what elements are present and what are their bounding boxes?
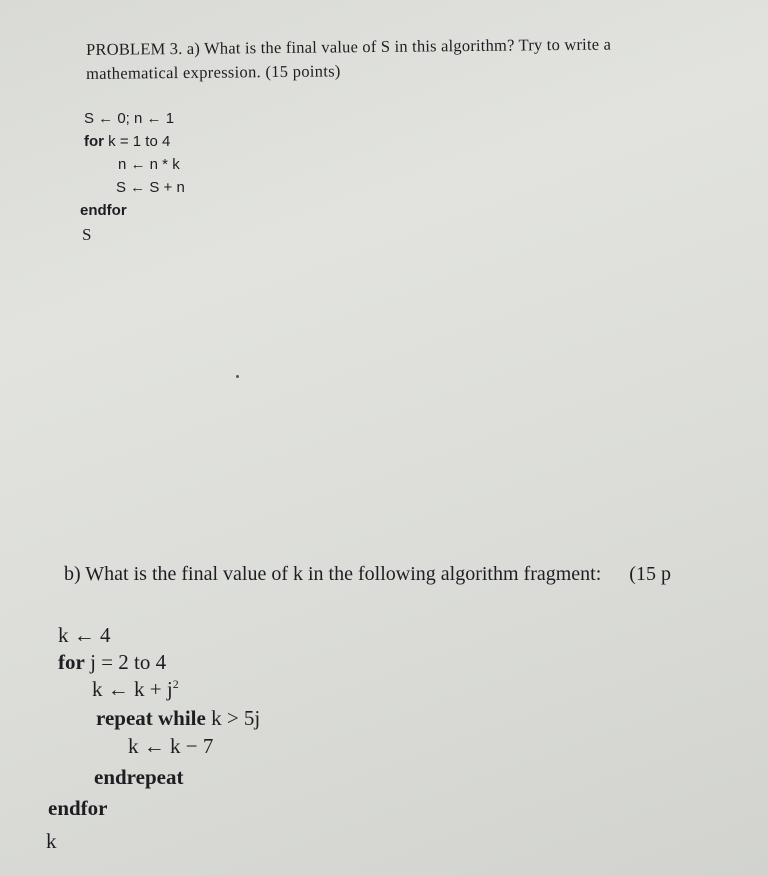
repeat-condition: k > 5j [211, 706, 261, 730]
code-b-line6: endrepeat [94, 765, 184, 789]
code-a-line5: endfor [80, 202, 127, 219]
keyword-repeat-while: repeat while [96, 706, 206, 730]
problem-a-title-line2: mathematical expression. (15 points) [86, 61, 341, 83]
problem-a-title-line1: PROBLEM 3. a) What is the final value of S in this algorithm? Try to write a [86, 34, 612, 59]
for-range: j = 2 to 4 [90, 650, 167, 674]
problem-b-question: b) What is the final value of k in the following algorithm fragment: [64, 563, 602, 585]
code-b-line4 [96, 706, 260, 731]
code-b-line3 [92, 677, 179, 702]
assign-expression: k ← k + j [92, 677, 173, 701]
code-a-line3: n ← n * k [118, 156, 180, 173]
code-b-line5: k ← k − 7 [128, 734, 214, 758]
keyword-for: for [84, 133, 104, 150]
code-a-line6: S [82, 225, 92, 244]
keyword-for: for [58, 650, 85, 674]
code-b-line2 [58, 650, 166, 675]
code-a-line4: S ← S + n [116, 179, 185, 196]
code-b-line1: k ← 4 [58, 623, 111, 647]
problem-b-title [64, 563, 671, 586]
code-b-line7: endfor [48, 796, 108, 820]
code-a-line2 [84, 133, 170, 150]
for-range: k = 1 to 4 [108, 133, 171, 150]
code-b-line8: k [46, 829, 57, 853]
code-a-line1: S ← 0; n ← 1 [84, 110, 175, 127]
paper-speck [236, 375, 239, 378]
superscript-exponent: 2 [172, 677, 179, 691]
problem-b-points: (15 p [629, 563, 671, 585]
